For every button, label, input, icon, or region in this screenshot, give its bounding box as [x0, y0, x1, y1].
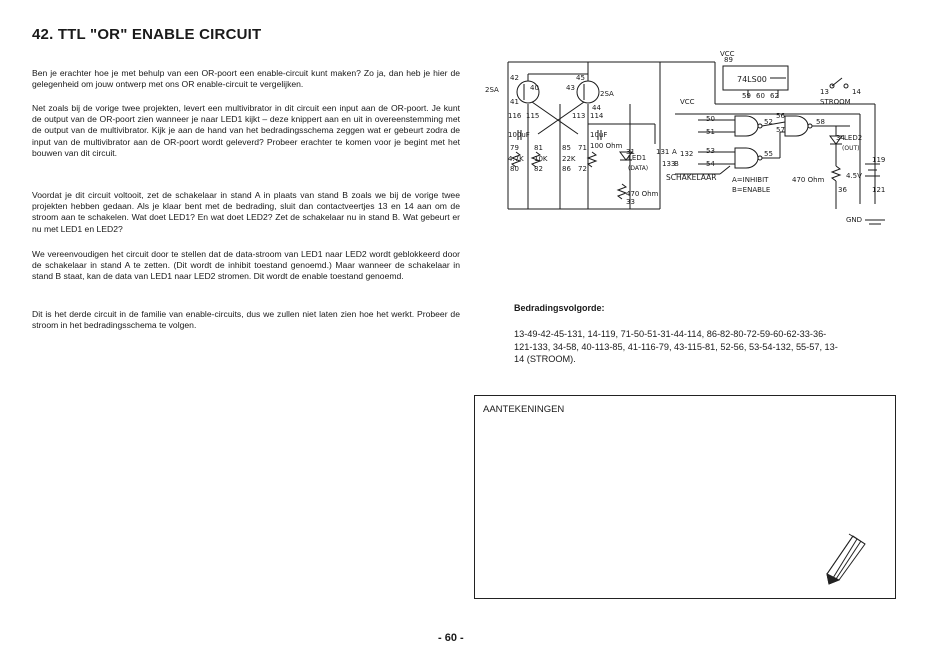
cap-left-label: 100uF	[508, 131, 530, 139]
cap-right-label: 10uF	[590, 131, 608, 139]
pin-55: 55	[764, 150, 773, 158]
pin-114: 114	[590, 112, 604, 120]
pin-79: 79	[510, 144, 519, 152]
paragraph-1: Ben je erachter hoe je met behulp van een OR-poort een enable-circuit kunt maken? Zo ja, dan heb je hier de gelegenheid om jouw ontwerp met ons OR enable-circuit te vergelijken.	[32, 68, 460, 90]
pin-14: 14	[852, 88, 861, 96]
wiring-sequence: 13-49-42-45-131, 14-119, 71-50-51-31-44-114, 86-82-80-72-59-60-62-33-36-121-133, 34-58, 40-113-85, 41-116-79, 43-115-81, 52-56, 53-54-132, 55-57, 13-14 (STROOM).	[514, 329, 838, 364]
pin-B: B	[674, 160, 679, 168]
pin-82: 82	[534, 165, 543, 173]
pin-54: 54	[706, 160, 715, 168]
notes-box	[474, 395, 896, 599]
wiring-heading: Bedradingsvolgorde:	[514, 303, 605, 313]
battery-label: 4.5V	[846, 172, 862, 180]
notes-title: AANTEKENINGEN	[483, 404, 565, 415]
pin-13: 13	[820, 88, 829, 96]
pin-131: 131	[656, 148, 670, 156]
pin-81: 81	[534, 144, 543, 152]
led2-label: LED2	[844, 134, 863, 142]
switch-label: SCHAKELAAR	[666, 173, 717, 182]
pin-56: 56	[776, 112, 785, 120]
paragraph-4: We vereenvoudigen het circuit door te stellen dat de data-stroom van LED1 naar LED2 wordt geblokkeerd door de schakelaar in stand A te zetten. (Dit wordt de inhibit toestand genoemd.) Maar wanneer de schakelaar in stand B staat, kan de data van LED1 naar LED2 stromen. Dit wordt de enable toestand genoemd.	[32, 249, 460, 282]
pin-132: 132	[680, 150, 694, 158]
led1-sub-label: (DATA)	[628, 165, 649, 172]
r-led1-low-label: 470 Ohm	[626, 190, 659, 198]
page-title: 42. TTL "OR" ENABLE CIRCUIT	[32, 26, 262, 43]
pin-50: 50	[706, 115, 715, 123]
pin-133: 133	[662, 160, 676, 168]
pin-42: 42	[510, 74, 519, 82]
pin-80: 80	[510, 165, 519, 173]
pencil-icon	[823, 532, 869, 590]
ic-label: 74LS00	[737, 75, 767, 84]
pin-60: 60	[756, 92, 765, 100]
pin-31: 31	[626, 148, 635, 156]
gnd-label: GND	[846, 216, 863, 224]
pin-40: 40	[530, 84, 539, 92]
vcc-label: VCC	[720, 50, 735, 58]
vcc-label-2: VCC	[680, 98, 695, 106]
transistor-right-label: 2SA	[600, 90, 614, 98]
pin-51: 51	[706, 128, 715, 136]
paragraph-5: Dit is het derde circuit in de familie van enable-circuits, dus we zullen niet laten zien hoe het werkt. Probeer de stroom in het bedradingsschema te volgen.	[32, 309, 460, 331]
pin-58: 58	[816, 118, 825, 126]
pin-34: 34	[836, 134, 845, 142]
pin-45: 45	[576, 74, 585, 82]
led2-sub-label: (OUT)	[842, 145, 860, 152]
pin-121: 121	[872, 186, 886, 194]
pin-113: 113	[572, 112, 586, 120]
led1-label: LED1	[628, 154, 647, 162]
pin-72: 72	[578, 165, 587, 173]
paragraph-3: Voordat je dit circuit voltooit, zet de schakelaar in stand A in plaats van stand B zoals we bij de vorige twee projekten hebben gedaan. Als je klaar bent met de bedrading, sluit dan contactveertjes 13 en 14 aan om de stroom aan te schakelen. Wat doet LED1? En wat doet LED2? Zet de schakelaar nu in stand B. Wat gebeurt er nu met LED1 en LED2?	[32, 190, 460, 234]
transistor-left-label: 2SA	[485, 86, 499, 94]
r3-label: 22K	[562, 155, 576, 163]
pin-115: 115	[526, 112, 540, 120]
pin-A: A	[672, 148, 677, 156]
pin-53: 53	[706, 147, 715, 155]
paragraph-2: Net zoals bij de vorige twee projekten, levert een multivibrator in dit circuit een input aan de OR-poort. Je kunt de output van de OR-poort zien wanneer je naar LED1 kijkt – deze knippert aan en uit in overeenstemming met de output van de multivibrator. Kijk je aan de hand van het bedradingsschema zeggen wat er gebeurt zodra de input van de multivibrator aan de OR-poort wordt geleverd? Probeer erachter te komen voor je begint met het bouwen van dit circuit.	[32, 103, 460, 158]
pin-43: 43	[566, 84, 575, 92]
pin-85: 85	[562, 144, 571, 152]
pin-62: 62	[770, 92, 779, 100]
pin-36: 36	[838, 186, 847, 194]
pin-41: 41	[510, 98, 519, 106]
pin-86: 86	[562, 165, 571, 173]
switch-b-label: B=ENABLE	[732, 186, 771, 194]
pin-44: 44	[592, 104, 601, 112]
r1-label: 4.7K	[508, 155, 524, 163]
pin-89: 89	[724, 56, 733, 64]
pin-33: 33	[626, 198, 635, 206]
r-led2-label: 470 Ohm	[792, 176, 825, 184]
pin-71: 71	[578, 144, 587, 152]
pin-57: 57	[776, 126, 785, 134]
power-label: STROOM	[820, 98, 851, 106]
switch-a-label: A=INHIBIT	[732, 176, 769, 184]
pin-116: 116	[508, 112, 522, 120]
page-number: - 60 -	[438, 632, 464, 644]
pin-59: 59	[742, 92, 751, 100]
pin-119: 119	[872, 156, 886, 164]
r-led1-label: 100 Ohm	[590, 142, 623, 150]
pin-52: 52	[764, 118, 773, 126]
circuit-schematic	[480, 44, 890, 234]
r2-label: 10K	[534, 155, 548, 163]
